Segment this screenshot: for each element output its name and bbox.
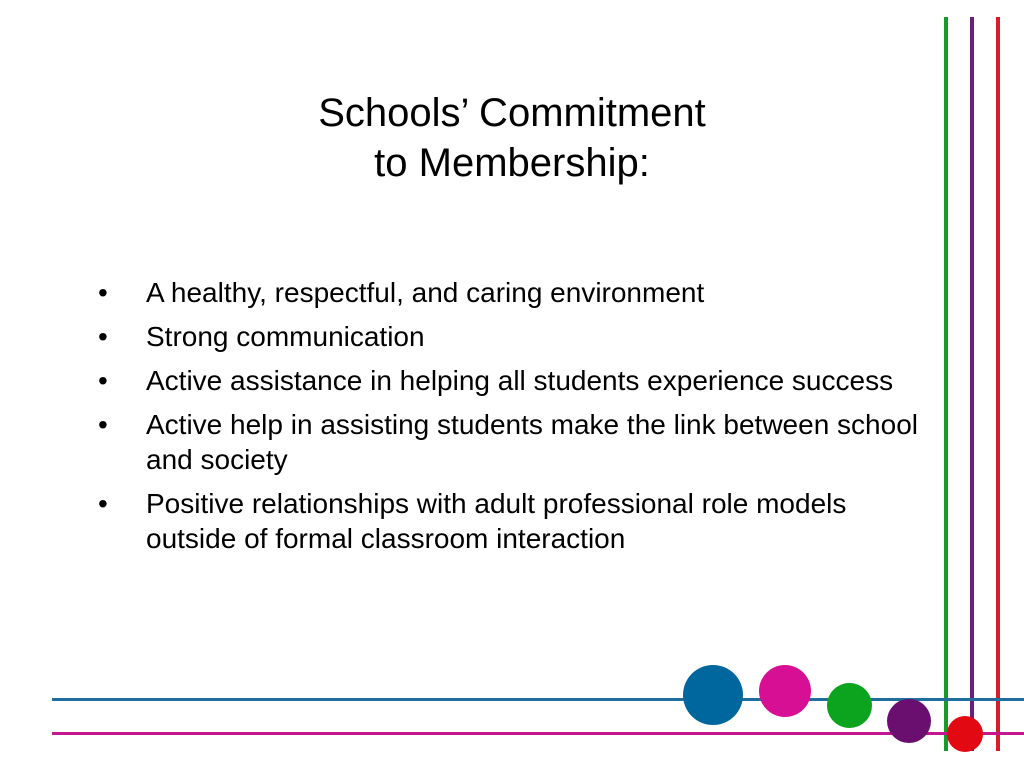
bullet-glyph: • [98, 409, 108, 440]
red-vertical-line [996, 17, 1000, 751]
purple-circle [887, 699, 931, 743]
bullet-glyph: • [98, 488, 108, 519]
blue-circle [683, 665, 743, 725]
red-circle [947, 716, 983, 752]
bullet-text: Strong communication [146, 321, 425, 352]
green-vertical-line [944, 17, 948, 751]
purple-vertical-line [970, 17, 974, 751]
blue-horizontal-line [52, 698, 1024, 701]
slide-title-line-1: Schools’ Commitment [318, 91, 706, 135]
bullet-glyph: • [98, 321, 108, 352]
slide-title [200, 88, 824, 188]
bullet-item [98, 275, 938, 310]
bullet-text: A healthy, respectful, and caring environment [146, 277, 705, 308]
bullet-text: Active assistance in helping all students experience success [146, 365, 894, 396]
bullet-item [98, 486, 938, 556]
magenta-circle [759, 665, 811, 717]
bullet-list [98, 275, 938, 565]
magenta-horizontal-line [52, 732, 1024, 735]
bullet-glyph: • [98, 277, 108, 308]
bullet-item [98, 319, 938, 354]
slide-title-line-2: to Membership: [374, 141, 650, 185]
bullet-item [98, 363, 938, 398]
green-circle [827, 683, 872, 728]
bullet-item [98, 407, 938, 477]
bullet-text: Active help in assisting students make the link between school and society [146, 409, 918, 475]
bullet-glyph: • [98, 365, 108, 396]
bullet-text: Positive relationships with adult professional role models outside of formal classroom interaction [146, 488, 847, 554]
